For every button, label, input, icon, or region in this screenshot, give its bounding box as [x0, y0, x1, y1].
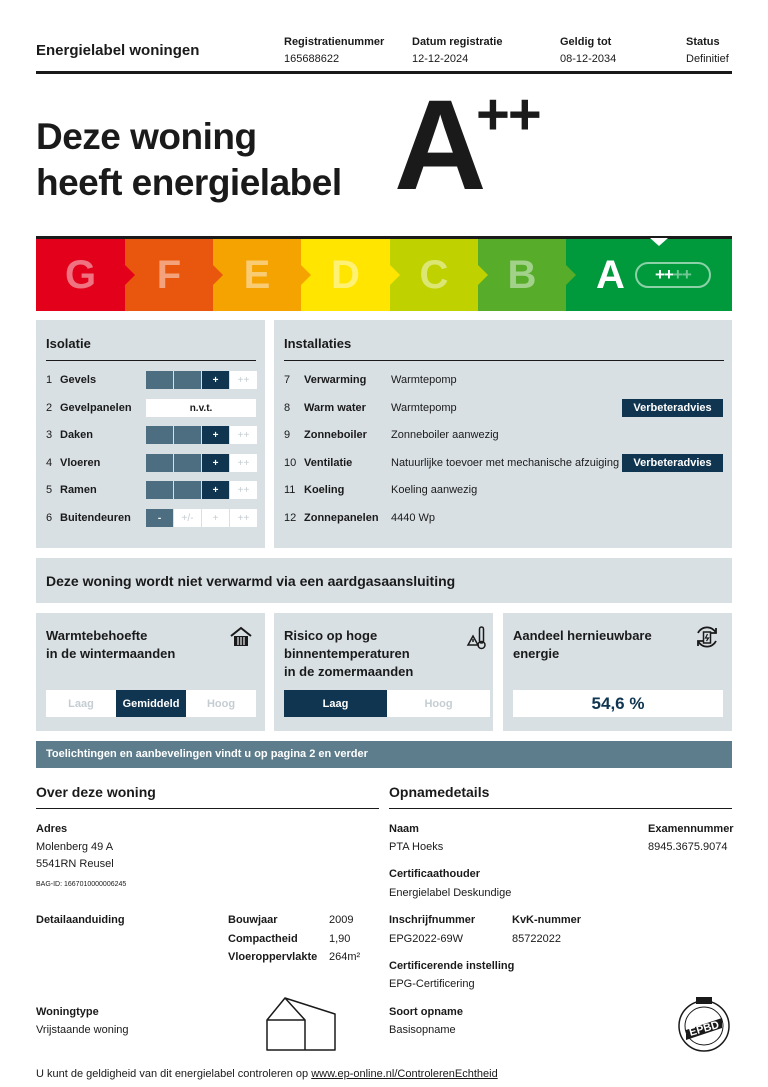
naam-value: PTA Hoeks	[389, 841, 444, 853]
woningtype-label: Woningtype	[36, 1006, 99, 1018]
kvk-value: 85722022	[512, 933, 561, 945]
isolatie-row-buitendeuren: 6 Buitendeuren - +/- + ++	[46, 508, 261, 528]
installatie-row-warm-water: 8 Warm water Warmtepomp	[284, 402, 457, 414]
radiator-house-icon	[229, 625, 253, 649]
compactheid-label: Compactheid	[228, 933, 298, 945]
installatie-row-verwarming: 7 Verwarming Warmtepomp	[284, 374, 457, 386]
scale-class-f: F	[125, 239, 213, 311]
risico-scale	[284, 690, 490, 717]
warmte-option-laag: Laag	[68, 697, 94, 710]
installatie-row-ventilatie: 10 Ventilatie Natuurlijke toevoer met mechanische afzuiging	[284, 457, 620, 469]
hero-heading	[36, 114, 342, 206]
adres-line-1: Molenberg 49 A	[36, 841, 114, 853]
soort-opname-value: Basisopname	[389, 1024, 456, 1036]
isolatie-title: Isolatie	[46, 336, 91, 351]
hernieuwbaar-title: Aandeel hernieuwbare energie	[513, 628, 652, 661]
examennummer-label: Examennummer	[648, 823, 734, 835]
thermometer-warning-icon	[466, 625, 488, 651]
bag-id: BAG-ID: 1667010000006245	[36, 881, 127, 888]
scale-class-b: B	[478, 239, 566, 311]
vloeroppervlakte-label: Vloeroppervlakte	[228, 951, 318, 963]
energy-scale-bar	[36, 239, 732, 311]
valid-until-field	[560, 36, 616, 65]
ventilatie-verbeteradvies-button[interactable]: Verbeteradvies	[622, 454, 723, 472]
opnamedetails-rule	[389, 808, 732, 809]
isolatie-row-gevels: 1 Gevels + ++	[46, 370, 261, 390]
gas-connection-notice: Deze woning wordt niet verwarmd via een aardgasaansluiting	[36, 558, 732, 603]
certificerende-instelling-label: Certificerende instelling	[389, 960, 515, 972]
warmte-option-gemiddeld: Gemiddeld	[116, 690, 186, 717]
active-class-plus-pill: ++ ++	[635, 262, 711, 288]
header-divider	[36, 71, 732, 74]
active-class-pointer	[650, 238, 668, 246]
scale-class-e: E	[213, 239, 301, 311]
hero-line-1: Deze woning	[36, 116, 257, 157]
inschrijfnummer-value: EPG2022-69W	[389, 933, 463, 945]
vloeroppervlakte-value: 264m²	[329, 951, 361, 963]
detached-house-icon	[265, 996, 337, 1052]
risico-title: Risico op hoge binnentemperaturen in de zomermaanden	[284, 628, 414, 679]
over-woning-title: Over deze woning	[36, 784, 156, 800]
registration-date-value: 12-12-2024	[412, 53, 469, 65]
isolatie-rule	[46, 360, 256, 361]
warmte-option-hoog: Hoog	[206, 697, 236, 710]
adres-line-2: 5541RN Reusel	[36, 858, 114, 870]
risico-option-laag: Laag	[284, 690, 387, 717]
document-title: Energielabel woningen	[36, 42, 200, 59]
status-field	[686, 36, 729, 65]
isolatie-row-vloeren: 4 Vloeren + ++	[46, 453, 261, 473]
installatie-row-koeling: 11 Koeling Koeling aanwezig	[284, 484, 478, 496]
scale-class-g: G	[36, 239, 125, 311]
over-woning-rule	[36, 808, 379, 809]
registration-number-value: 165688622	[284, 53, 340, 65]
hernieuwbaar-value: 54,6 %	[513, 690, 723, 717]
soort-opname-label: Soort opname	[389, 1006, 463, 1018]
adres-label: Adres	[36, 823, 68, 835]
registration-number-label: Registratienummer	[284, 36, 385, 48]
certificerende-instelling-value: EPG-Certificering	[389, 978, 475, 990]
compactheid-value: 1,90	[329, 933, 351, 945]
installaties-rule	[284, 360, 724, 361]
active-class-letter: A	[596, 252, 625, 297]
energy-label-big	[394, 74, 594, 217]
opnamedetails-title: Opnamedetails	[389, 784, 490, 800]
ep-online-link[interactable]: www.ep-online.nl/ControlerenEchtheid	[311, 1068, 498, 1080]
valid-until-label: Geldig tot	[560, 36, 612, 48]
status-label: Status	[686, 36, 720, 48]
registration-number-field	[284, 36, 384, 65]
energy-label-letter: A	[394, 74, 483, 217]
isolatie-row-gevelpanelen: 2 Gevelpanelen n.v.t.	[46, 398, 261, 418]
bouwjaar-value: 2009	[329, 914, 354, 926]
registration-date-field	[412, 36, 502, 65]
hero-line-2: heeft energielabel	[36, 162, 342, 203]
warmtebehoefte-title: Warmtebehoefte in de wintermaanden	[46, 628, 176, 661]
isolatie-row-ramen: 5 Ramen + ++	[46, 480, 261, 500]
renewable-battery-icon	[693, 623, 721, 651]
detailaanduiding-label: Detailaanduiding	[36, 914, 125, 926]
installaties-title: Installaties	[284, 336, 352, 351]
naam-label: Naam	[389, 823, 419, 835]
kvk-label: KvK-nummer	[512, 914, 582, 926]
warm-water-verbeteradvies-button[interactable]: Verbeteradvies	[622, 399, 723, 417]
energy-label-plus: ++	[476, 82, 540, 147]
installatie-row-zonneboiler: 9 Zonneboiler Zonneboiler aanwezig	[284, 429, 499, 441]
examennummer-value: 8945.3675.9074	[648, 841, 728, 853]
epbd-logo-icon	[674, 994, 734, 1054]
status-value: Definitief	[686, 53, 729, 65]
warmtebehoefte-scale	[46, 690, 256, 717]
valid-until-value: 08-12-2034	[560, 53, 617, 65]
scale-class-a-active	[566, 239, 732, 311]
scale-class-c: C	[390, 239, 478, 311]
toelichtingen-banner: Toelichtingen en aanbevelingen vindt u op pagina 2 en verder	[36, 741, 732, 768]
inschrijfnummer-label: Inschrijfnummer	[389, 914, 476, 926]
scale-class-d: D	[301, 239, 390, 311]
hernieuwbare-energie-box	[503, 613, 732, 731]
bouwjaar-label: Bouwjaar	[228, 914, 278, 926]
risico-option-hoog: Hoog	[424, 697, 453, 710]
svg-text:EPBD: EPBD	[687, 1018, 721, 1039]
warmtebehoefte-box	[36, 613, 265, 731]
footer-note: U kunt de geldigheid van dit energielabel controleren op www.ep-online.nl/ControlerenEchtheid	[36, 1068, 498, 1080]
woningtype-value: Vrijstaande woning	[36, 1024, 129, 1036]
installatie-row-zonnepanelen: 12 Zonnepanelen 4440 Wp	[284, 512, 436, 524]
registration-date-label: Datum registratie	[412, 36, 503, 48]
isolatie-row-daken: 3 Daken + ++	[46, 425, 261, 445]
risico-box	[274, 613, 493, 731]
certificaathouder-label: Certificaathouder	[389, 868, 481, 880]
isolatie-panel	[36, 320, 265, 548]
certificaathouder-value: Energielabel Deskundige	[389, 887, 512, 899]
